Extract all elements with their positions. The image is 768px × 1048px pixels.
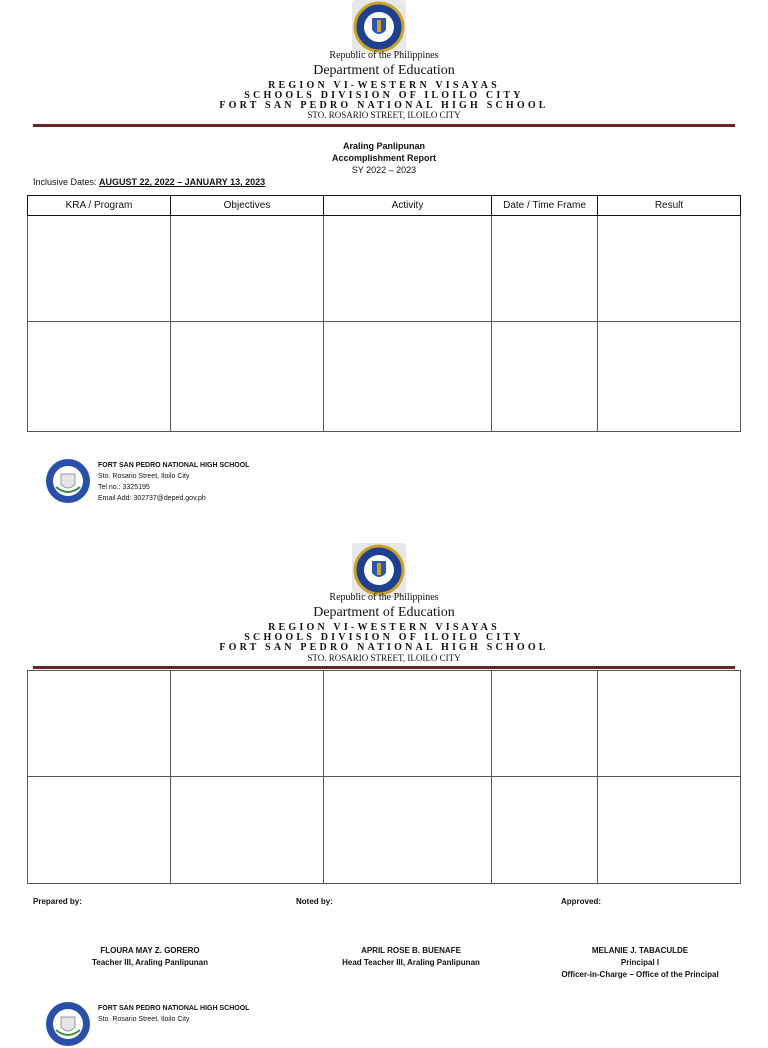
table-row	[28, 671, 741, 777]
department-label: Department of Education	[313, 63, 455, 78]
table-cell[interactable]	[324, 216, 492, 322]
school-label: FORT SAN PEDRO NATIONAL HIGH SCHOOL	[219, 100, 549, 111]
accomplishment-table	[27, 195, 741, 432]
noted-title: Head Teacher III, Araling Panlipunan	[342, 958, 480, 967]
table-cell[interactable]	[598, 671, 741, 777]
approved-signatory	[530, 945, 750, 981]
prepared-title: Teacher III, Araling Panlipunan	[91, 958, 209, 967]
table-cell[interactable]	[171, 216, 324, 322]
footer-email: Email Add: 302737@deped.gov.ph	[98, 495, 206, 502]
school-seal-icon	[44, 1000, 92, 1048]
header-objectives: Objectives	[171, 196, 324, 216]
footer-contact	[98, 460, 249, 504]
accomplishment-table-continued	[27, 670, 741, 884]
region-label: REGION VI-WESTERN VISAYAS	[268, 80, 500, 91]
table-cell[interactable]	[324, 671, 492, 777]
approved-name: MELANIE J. TABACULDE	[591, 946, 689, 955]
noted-name: APRIL ROSE B. BUENAFE	[361, 946, 461, 955]
approved-title-2: Officer-in-Charge – Office of the Principal	[561, 970, 719, 979]
approved-label: Approved:	[561, 897, 601, 906]
table-cell[interactable]	[324, 322, 492, 432]
school-label: FORT SAN PEDRO NATIONAL HIGH SCHOOL	[219, 642, 549, 653]
table-cell[interactable]	[492, 216, 598, 322]
table-cell[interactable]	[171, 777, 324, 884]
table-cell[interactable]	[492, 777, 598, 884]
report-subject: Araling Panlipunan	[342, 141, 425, 151]
header-activity: Activity	[324, 196, 492, 216]
table-row	[28, 777, 741, 884]
table-cell[interactable]	[28, 777, 171, 884]
republic-label: Republic of the Philippines	[329, 50, 439, 61]
table-cell[interactable]	[598, 216, 741, 322]
table-header-row	[28, 196, 741, 216]
dates-value: AUGUST 22, 2022 – JANUARY 13, 2023	[99, 177, 266, 187]
street-label: STO. ROSARIO STREET, ILOILO CITY	[307, 653, 461, 663]
table-cell[interactable]	[28, 322, 171, 432]
table-cell[interactable]	[171, 671, 324, 777]
header-kra: KRA / Program	[28, 196, 171, 216]
school-seal-icon	[44, 457, 92, 505]
division-label: SCHOOLS DIVISION OF ILOILO CITY	[244, 632, 524, 643]
footer-contact	[98, 1003, 249, 1025]
approved-title: Principal I	[620, 958, 660, 967]
table-cell[interactable]	[598, 322, 741, 432]
republic-label: Republic of the Philippines	[329, 592, 439, 603]
department-label: Department of Education	[313, 605, 455, 620]
division-label: SCHOOLS DIVISION OF ILOILO CITY	[244, 90, 524, 101]
report-title: Accomplishment Report	[331, 153, 436, 163]
header-divider	[33, 124, 735, 127]
table-cell[interactable]	[324, 777, 492, 884]
footer-school: FORT SAN PEDRO NATIONAL HIGH SCHOOL	[98, 462, 250, 469]
table-row	[28, 216, 741, 322]
table-cell[interactable]	[492, 322, 598, 432]
prepared-signatory	[40, 945, 260, 969]
street-label: STO. ROSARIO STREET, ILOILO CITY	[307, 110, 461, 120]
deped-seal-icon	[352, 0, 406, 54]
noted-by-label: Noted by:	[296, 897, 333, 906]
table-cell[interactable]	[171, 322, 324, 432]
school-year: SY 2022 – 2023	[351, 165, 417, 175]
prepared-by-label: Prepared by:	[33, 897, 82, 906]
prepared-name: FLOURA MAY Z. GORERO	[100, 946, 200, 955]
footer-street: Sto. Rosario Street, Iloilo City	[98, 1016, 190, 1023]
dates-label: Inclusive Dates:	[33, 177, 97, 187]
footer-tel: Tel no.: 3325195	[98, 484, 150, 491]
inclusive-dates	[33, 177, 265, 187]
table-cell[interactable]	[28, 671, 171, 777]
region-label: REGION VI-WESTERN VISAYAS	[268, 622, 500, 633]
header-divider	[33, 666, 735, 669]
footer-school: FORT SAN PEDRO NATIONAL HIGH SCHOOL	[98, 1005, 250, 1012]
noted-signatory	[300, 945, 522, 969]
table-row	[28, 322, 741, 432]
footer-street: Sto. Rosario Street, Iloilo City	[98, 473, 190, 480]
header-date: Date / Time Frame	[492, 196, 598, 216]
table-cell[interactable]	[492, 671, 598, 777]
table-cell[interactable]	[28, 216, 171, 322]
deped-seal-icon	[352, 543, 406, 597]
table-cell[interactable]	[598, 777, 741, 884]
header-result: Result	[598, 196, 741, 216]
